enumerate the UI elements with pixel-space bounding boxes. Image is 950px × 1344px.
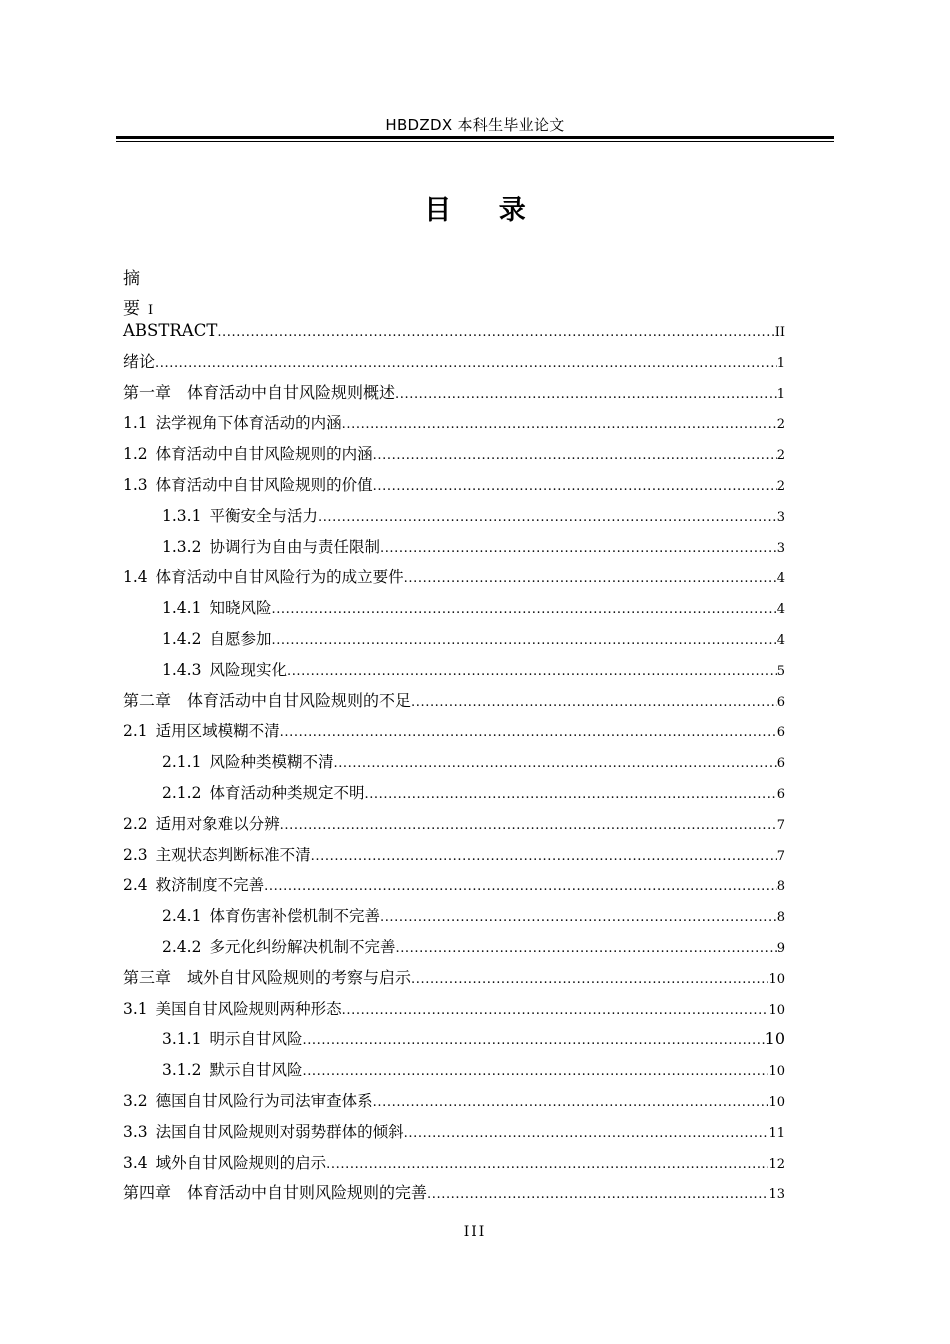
toc-dot-leader (264, 872, 777, 903)
toc-section-number: 2.3 (123, 845, 148, 864)
toc-entry-text: 适用区域模糊不清 (155, 722, 280, 741)
toc-entry-text: 体育活动中自甘风险行为的成立要件 (155, 568, 404, 587)
toc-entry[interactable] (123, 1055, 785, 1086)
toc-entry[interactable] (123, 378, 785, 409)
toc-page-number: I (148, 303, 154, 318)
toc-entry-text: 自愿参加 (209, 629, 272, 648)
toc-entry-label (123, 963, 411, 994)
toc-entry-label (162, 932, 395, 963)
toc-entry-text: 体育活动种类规定不明 (209, 783, 365, 802)
toc-entry-label (162, 655, 287, 686)
toc-dot-leader (373, 441, 777, 472)
toc-entry-label (123, 1178, 427, 1209)
toc-page-number: 2 (776, 417, 785, 433)
toc-section-number: 2.4.1 (162, 907, 202, 926)
toc-entry[interactable] (123, 747, 785, 778)
toc-section-number: 3.1.2 (162, 1061, 202, 1080)
toc-page-number: 6 (776, 694, 785, 710)
toc-entry[interactable] (123, 778, 785, 809)
toc-entry[interactable] (123, 593, 785, 624)
toc-entry[interactable] (123, 686, 785, 717)
toc-dot-leader (302, 1026, 764, 1057)
toc-entry-label (162, 1024, 302, 1055)
page-title: 目 录 (424, 195, 526, 226)
toc-dot-leader (373, 472, 777, 503)
toc-page-number: II (774, 325, 785, 340)
toc-entry-text: ABSTRACT (123, 321, 218, 340)
toc-entry-label (123, 994, 342, 1025)
toc-entry[interactable] (123, 624, 785, 655)
toc-entry[interactable] (123, 532, 785, 563)
toc-entry-label (123, 716, 280, 747)
toc-entry-text: 体育伤害补偿机制不完善 (209, 907, 380, 926)
toc-section-number: 2.1.2 (162, 783, 202, 802)
toc-dot-leader (404, 1119, 769, 1150)
toc-entry-label (123, 809, 280, 840)
toc-section-number: 2.1 (123, 722, 148, 741)
toc-section-number: 2.1.1 (162, 753, 202, 772)
toc-page-number: 10 (764, 1029, 785, 1049)
toc-entry-text: 风险现实化 (209, 660, 287, 679)
toc-dot-leader (333, 749, 776, 780)
toc-page-number: 4 (776, 602, 785, 618)
toc-section-number: 1.3.1 (162, 506, 202, 525)
toc-section-number: 1.4.2 (162, 629, 202, 648)
toc-page-number: 2 (776, 448, 785, 464)
toc-dot-leader (411, 688, 777, 719)
toc-dot-leader (311, 842, 777, 873)
toc-dot-leader (318, 503, 777, 534)
toc-entry-text: 体育活动中自甘风险规则的价值 (155, 475, 373, 494)
toc-entry-text: 法国自甘风险规则对弱势群体的倾斜 (155, 1122, 404, 1141)
toc-entry[interactable] (123, 1117, 785, 1148)
toc-page-number: 13 (768, 1187, 785, 1203)
toc-entry-text: 第一章 体育活动中自甘风险规则概述 (123, 382, 396, 402)
toc-entry-label (123, 316, 217, 347)
toc-entry-label (123, 439, 373, 470)
toc-page-number: 3 (776, 540, 785, 556)
toc-section-number: 1.4 (123, 568, 148, 587)
toc-entry-label (162, 778, 364, 809)
toc-dot-leader (364, 780, 776, 811)
table-of-contents (123, 316, 785, 1209)
toc-entry-label (123, 686, 411, 717)
toc-page-number: 3 (776, 509, 785, 525)
toc-entry[interactable] (123, 1148, 785, 1179)
toc-section-number: 3.4 (123, 1153, 148, 1172)
toc-entry-label (123, 408, 342, 439)
toc-entry[interactable] (123, 470, 785, 501)
toc-entry-label (123, 378, 395, 409)
toc-page-number: 6 (776, 786, 785, 802)
toc-section-number: 1.4.3 (162, 660, 202, 679)
toc-entry[interactable] (123, 840, 785, 871)
toc-entry-text: 主观状态判断标准不清 (155, 845, 311, 864)
toc-entry[interactable] (123, 316, 785, 347)
toc-dot-leader (342, 996, 769, 1027)
toc-section-number: 3.2 (123, 1091, 148, 1110)
toc-page-number: 8 (776, 879, 785, 895)
toc-entry-label (162, 532, 380, 563)
toc-dot-leader (395, 380, 777, 411)
toc-page-number: 6 (776, 756, 785, 772)
toc-entry-label (123, 1086, 373, 1117)
toc-entry[interactable] (123, 501, 785, 532)
toc-entry-abstract-cn-line1[interactable]: 摘 (123, 269, 140, 289)
toc-entry-label (162, 1055, 302, 1086)
toc-page-number: 7 (776, 848, 785, 864)
toc-entry-label (162, 593, 271, 624)
toc-section-number: 1.2 (123, 445, 148, 464)
toc-entry-text: 第四章 体育活动中自甘则风险规则的完善 (123, 1183, 428, 1203)
toc-entry[interactable] (123, 1178, 785, 1209)
toc-page-number: 10 (768, 1094, 785, 1110)
toc-section-number: 2.4 (123, 876, 148, 895)
toc-entry-label (123, 1148, 326, 1179)
toc-entry-label (162, 901, 380, 932)
toc-entry-text: 默示自甘风险 (209, 1061, 303, 1080)
toc-entry[interactable] (123, 716, 785, 747)
toc-entry-text: 法学视角下体育活动的内涵 (155, 414, 342, 433)
toc-entry[interactable] (123, 1086, 785, 1117)
toc-page-number: 7 (776, 817, 785, 833)
toc-dot-leader (217, 318, 774, 349)
toc-entry[interactable] (123, 1024, 785, 1055)
toc-page-number: 1 (776, 355, 785, 371)
toc-entry-text: 明示自甘风险 (209, 1030, 303, 1049)
toc-entry-text: 美国自甘风险规则两种形态 (155, 999, 342, 1018)
toc-entry-text: 平衡安全与活力 (209, 506, 318, 525)
toc-entry[interactable] (123, 870, 785, 901)
toc-entry-label (123, 470, 373, 501)
toc-page-number: 12 (768, 1156, 785, 1172)
toc-dot-leader (427, 1180, 768, 1211)
toc-entry-label: 要 (123, 299, 140, 319)
toc-entry[interactable] (123, 994, 785, 1025)
toc-page-number: 6 (776, 725, 785, 741)
toc-entry-label (123, 347, 155, 378)
toc-entry-label (162, 747, 333, 778)
toc-page-number: 11 (768, 1125, 785, 1141)
toc-entry[interactable] (123, 562, 785, 593)
toc-section-number: 3.3 (123, 1122, 148, 1141)
toc-entry-label (162, 624, 271, 655)
toc-entry-text: 协调行为自由与责任限制 (209, 537, 380, 556)
toc-entry[interactable] (123, 439, 785, 470)
toc-section-number: 2.2 (123, 814, 148, 833)
toc-dot-leader (326, 1150, 768, 1181)
toc-entry[interactable] (123, 408, 785, 439)
toc-page-number: 4 (776, 632, 785, 648)
toc-page-number: 5 (776, 663, 785, 679)
toc-page-number: 10 (768, 971, 785, 987)
toc-section-number: 1.4.1 (162, 599, 202, 618)
toc-entry-text: 救济制度不完善 (155, 876, 265, 895)
toc-entry[interactable] (123, 809, 785, 840)
toc-entry-label (123, 562, 404, 593)
page-header: HBDZDX 本科生毕业论文 (385, 116, 565, 134)
toc-entry[interactable] (123, 932, 785, 963)
toc-page-number: 10 (768, 1064, 785, 1080)
toc-dot-leader (271, 595, 776, 626)
toc-entry-label (162, 501, 318, 532)
toc-entry[interactable] (123, 655, 785, 686)
toc-entry-label (123, 840, 311, 871)
toc-entry-text: 知晓风险 (209, 599, 272, 618)
header-rule-thick (116, 136, 834, 139)
toc-entry-text: 绪论 (123, 351, 156, 371)
toc-section-number: 1.1 (123, 414, 148, 433)
toc-dot-leader (287, 657, 777, 688)
toc-dot-leader (373, 1088, 769, 1119)
toc-dot-leader (280, 718, 777, 749)
toc-dot-leader (342, 410, 777, 441)
toc-entry[interactable] (123, 963, 785, 994)
toc-section-number: 3.1.1 (162, 1030, 202, 1049)
toc-entry-text: 域外自甘风险规则的启示 (155, 1153, 327, 1172)
toc-dot-leader (280, 811, 777, 842)
toc-entry-label (123, 1117, 404, 1148)
toc-page-number: 8 (776, 910, 785, 926)
toc-page-number: 10 (768, 1002, 785, 1018)
toc-section-number: 3.1 (123, 999, 148, 1018)
toc-dot-leader (395, 934, 776, 965)
toc-section-number: 2.4.2 (162, 937, 202, 956)
toc-page-number: 2 (776, 478, 785, 494)
toc-entry-text: 体育活动中自甘风险规则的内涵 (155, 445, 373, 464)
toc-entry-text: 第三章 域外自甘风险规则的考察与启示 (123, 967, 412, 987)
toc-entry-text: 第二章 体育活动中自甘风险规则的不足 (123, 690, 412, 710)
page-number-footer: III (463, 1224, 487, 1240)
toc-entry-label (123, 870, 264, 901)
toc-dot-leader (302, 1057, 768, 1088)
toc-dot-leader (411, 965, 768, 996)
toc-section-number: 1.3 (123, 475, 148, 494)
toc-entry[interactable] (123, 901, 785, 932)
header-rule-thin (116, 141, 834, 142)
toc-section-number: 1.3.2 (162, 537, 202, 556)
toc-page-number: 9 (776, 940, 785, 956)
toc-dot-leader (380, 534, 777, 565)
toc-entry-text: 德国自甘风险行为司法审查体系 (155, 1091, 373, 1110)
toc-entry-text: 多元化纠纷解决机制不完善 (209, 937, 396, 956)
toc-entry-text: 风险种类模糊不清 (209, 753, 334, 772)
toc-page-number: 1 (776, 386, 785, 402)
toc-dot-leader (271, 626, 776, 657)
toc-page-number: 4 (776, 571, 785, 587)
toc-entry-text: 适用对象难以分辨 (155, 814, 280, 833)
toc-dot-leader (155, 349, 777, 380)
toc-entry[interactable] (123, 347, 785, 378)
toc-dot-leader (404, 564, 777, 595)
toc-dot-leader (380, 903, 777, 934)
